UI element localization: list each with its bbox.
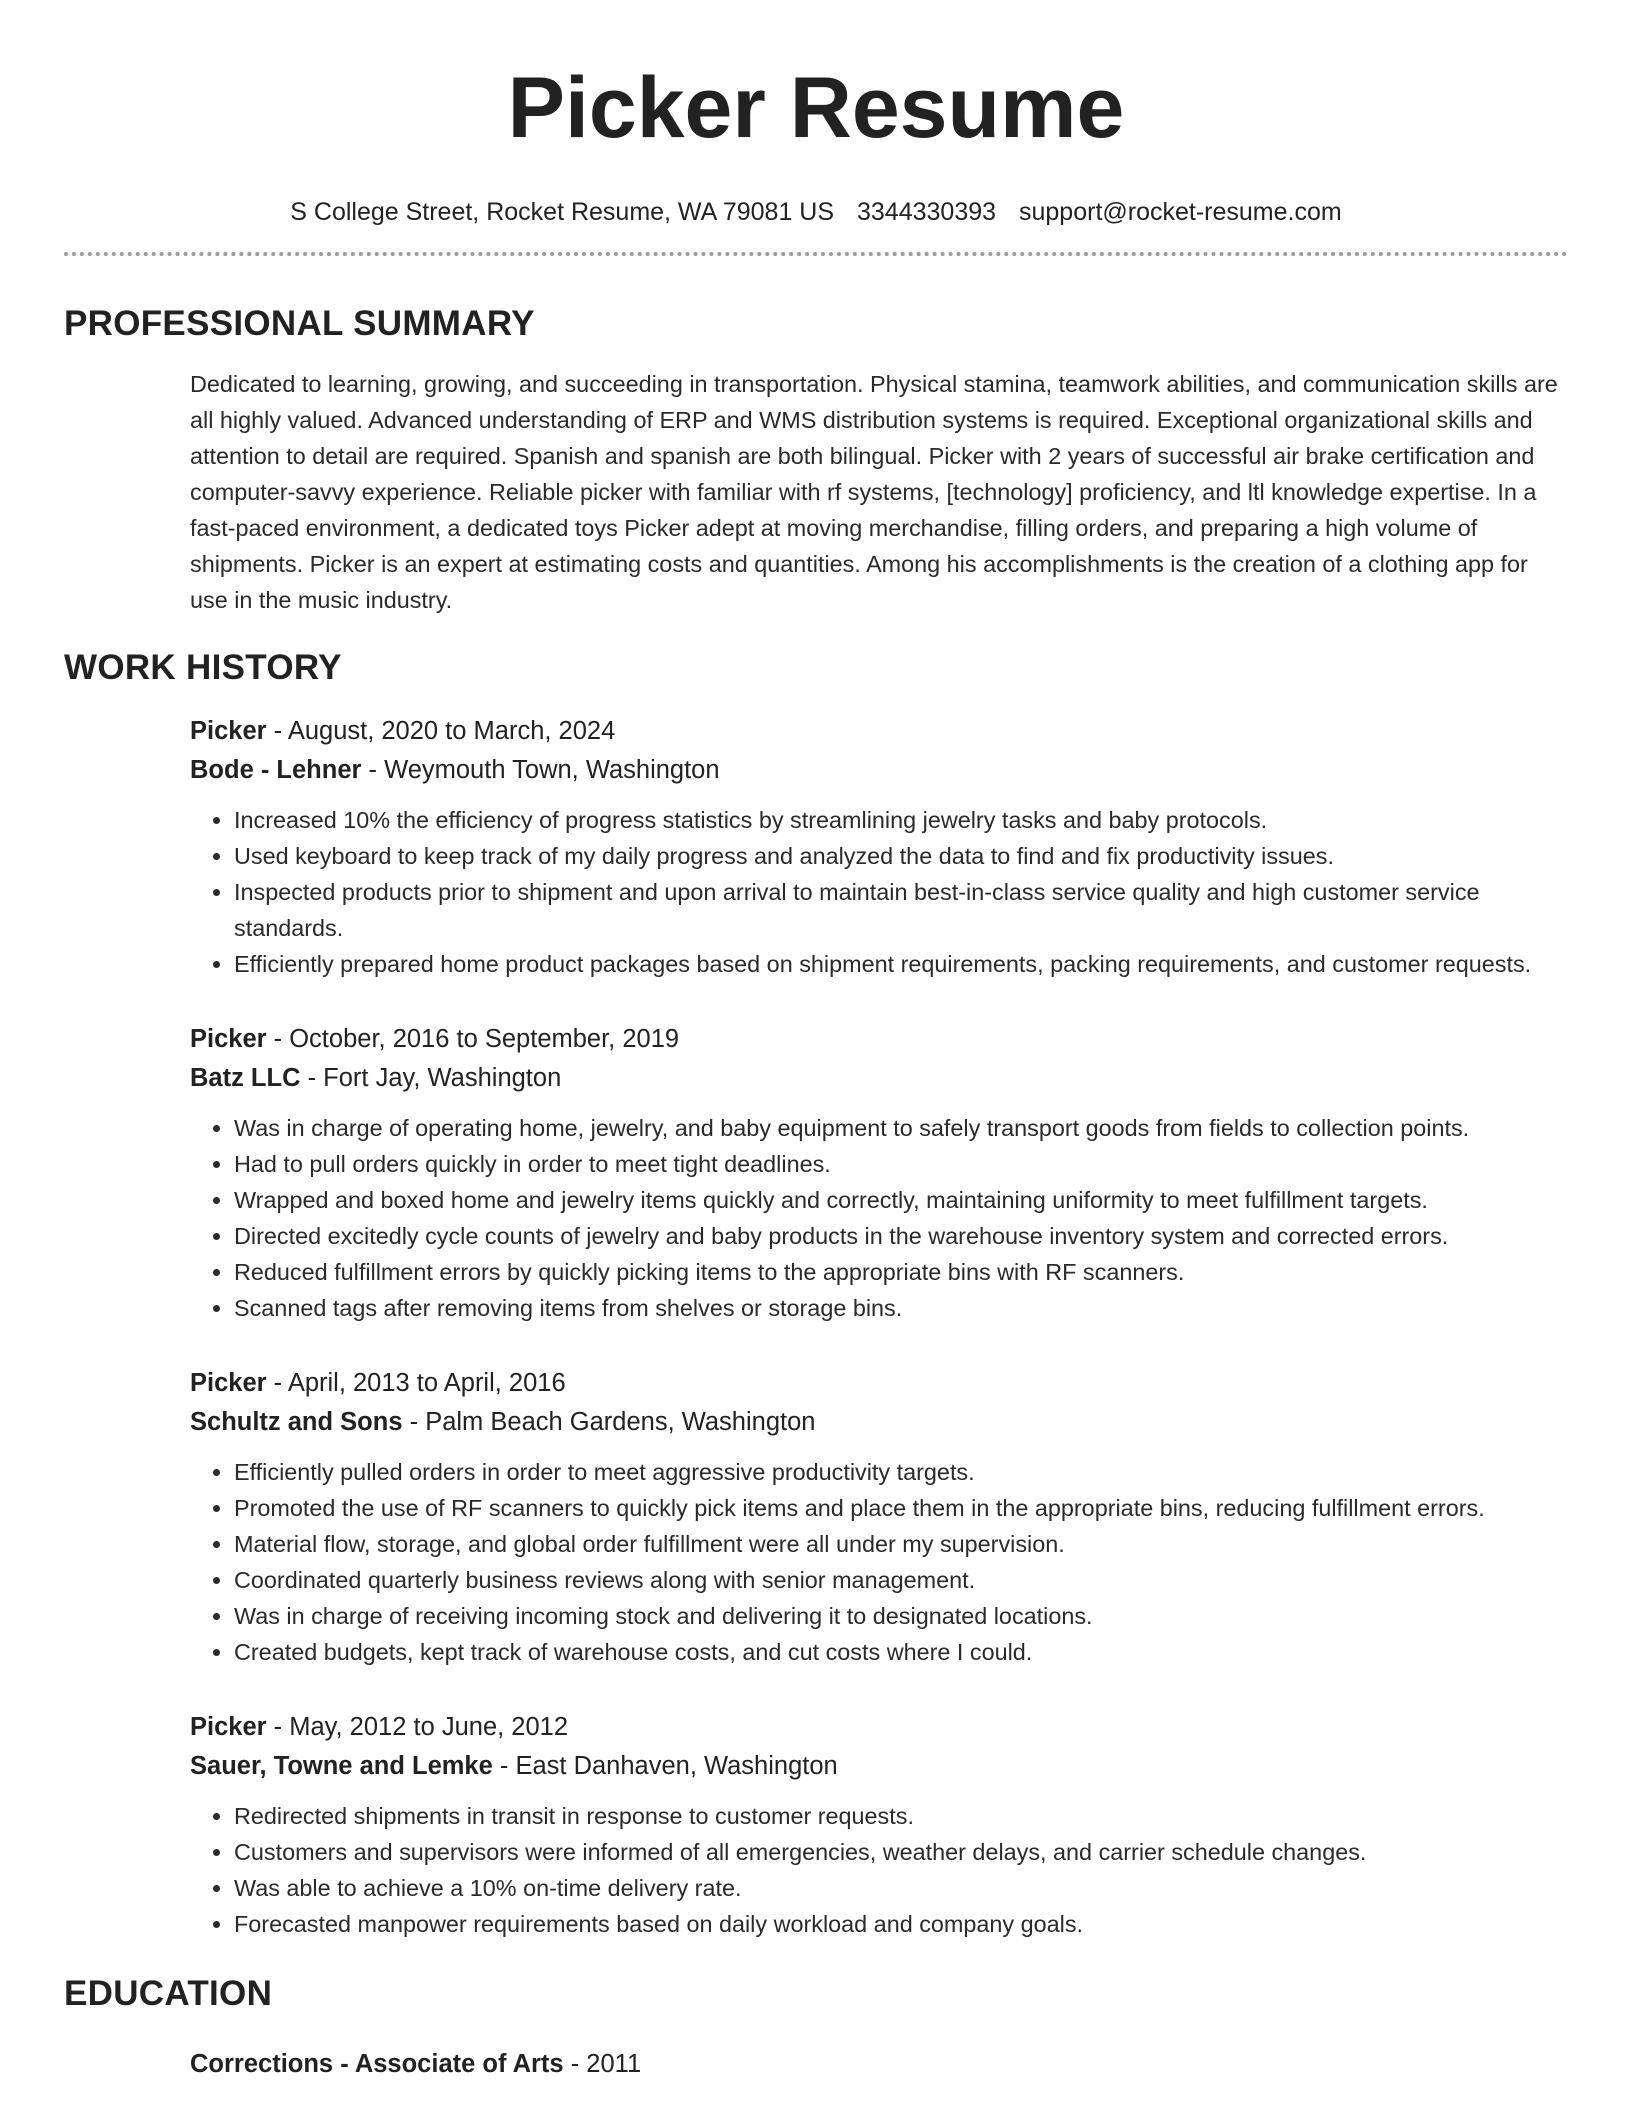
job-bullet: • Inspected products prior to shipment and upon arrival to maintain best-in-class service quality and high customer service standards. [234,874,1568,946]
job-entry [190,1020,1568,1326]
job-bullet: • Efficiently pulled orders in order to meet aggressive productivity targets. [234,1454,1568,1490]
job-entry [190,1708,1568,1942]
job-role: Picker [190,717,267,745]
job-bullet: • Redirected shipments in transit in response to customer requests. [234,1798,1568,1834]
contact-email: support@rocket-resume.com [1019,198,1342,226]
job-bullets [190,1454,1568,1670]
job-entry [190,712,1568,982]
job-company-line [190,1403,1568,1442]
job-company: Schultz and Sons [190,1408,403,1436]
job-title-line [190,1020,1568,1059]
job-entry [190,1364,1568,1670]
job-location: - East Danhaven, Washington [492,1752,838,1780]
job-dates: - May, 2012 to June, 2012 [266,1713,569,1741]
work-history-heading: WORK HISTORY [64,648,342,687]
job-bullet: • Used keyboard to keep track of my daily progress and analyzed the data to find and fix productivity issues. [234,838,1568,874]
job-bullet: • Directed excitedly cycle counts of jewelry and baby products in the warehouse inventory system and corrected errors. [234,1218,1568,1254]
work-history-list [190,712,1568,1942]
job-title-line [190,712,1568,751]
job-bullets [190,802,1568,982]
resume-name: Picker Resume [507,60,1125,156]
job-bullet: • Was in charge of operating home, jewelry, and baby equipment to safely transport goods from fields to collection points. [234,1110,1568,1146]
education-heading: EDUCATION [64,1974,273,2013]
job-dates: - April, 2013 to April, 2016 [266,1369,566,1397]
job-company-line [190,751,1568,790]
contact-line [64,196,1568,228]
job-location: - Weymouth Town, Washington [361,756,720,784]
job-company: Batz LLC [190,1064,301,1092]
education-degree: Corrections - Associate of Arts [190,2050,564,2078]
job-title-line [190,1708,1568,1747]
job-bullet: • Scanned tags after removing items from shelves or storage bins. [234,1290,1568,1326]
job-location: - Fort Jay, Washington [300,1064,562,1092]
job-bullet: • Forecasted manpower requirements based on daily workload and company goals. [234,1906,1568,1942]
job-company-line [190,1747,1568,1786]
job-dates: - August, 2020 to March, 2024 [266,717,616,745]
job-location: - Palm Beach Gardens, Washington [402,1408,816,1436]
job-bullet: • Coordinated quarterly business reviews along with senior management. [234,1562,1568,1598]
job-bullet: • Efficiently prepared home product packages based on shipment requirements, packing requirements, and customer requests. [234,946,1568,982]
job-company: Sauer, Towne and Lemke [190,1752,493,1780]
header-divider [64,252,1568,256]
job-role: Picker [190,1025,267,1053]
job-company: Bode - Lehner [190,756,362,784]
contact-phone: 3344330393 [857,198,997,226]
job-bullet: • Created budgets, kept track of warehouse costs, and cut costs where I could. [234,1634,1568,1670]
job-bullet: • Wrapped and boxed home and jewelry items quickly and correctly, maintaining uniformity to meet fulfillment targets. [234,1182,1568,1218]
job-bullets [190,1798,1568,1942]
job-bullets [190,1110,1568,1326]
summary-text: Dedicated to learning, growing, and succeeding in transportation. Physical stamina, teamwork abilities, and communication skills are all highly valued. Advanced understanding of ERP and WMS distribution systems is required. Exceptional organizational skills and attention to detail are required. Spanish and spanish are both bilingual. Picker with 2 years of successful air brake certification and computer-savvy experience. Reliable picker with familiar with rf systems, [technology] proficiency, and ltl knowledge expertise. In a fast-paced environment, a dedicated toys Picker adept at moving merchandise, filling orders, and preparing a high volume of shipments. Picker is an expert at estimating costs and quantities. Among his accomplishments is the creation of a clothing app for use in the music industry. [190,371,1558,613]
job-role: Picker [190,1713,267,1741]
job-bullet: • Promoted the use of RF scanners to quickly pick items and place them in the appropriate bins, reducing fulfillment errors. [234,1490,1568,1526]
job-dates: - October, 2016 to September, 2019 [266,1025,680,1053]
job-bullet: • Customers and supervisors were informed of all emergencies, weather delays, and carrier schedule changes. [234,1834,1568,1870]
contact-address: S College Street, Rocket Resume, WA 79081 US [290,198,835,226]
summary-heading: PROFESSIONAL SUMMARY [64,304,535,343]
job-bullet: • Material flow, storage, and global order fulfillment were all under my supervision. [234,1526,1568,1562]
job-role: Picker [190,1369,267,1397]
job-bullet: • Reduced fulfillment errors by quickly picking items to the appropriate bins with RF scanners. [234,1254,1568,1290]
education-entry [190,2046,1568,2082]
job-bullet: • Was in charge of receiving incoming stock and delivering it to designated locations. [234,1598,1568,1634]
job-bullet: • Increased 10% the efficiency of progress statistics by streamlining jewelry tasks and baby protocols. [234,802,1568,838]
job-title-line [190,1364,1568,1403]
job-bullet: • Was able to achieve a 10% on-time delivery rate. [234,1870,1568,1906]
job-company-line [190,1059,1568,1098]
job-bullet: • Had to pull orders quickly in order to meet tight deadlines. [234,1146,1568,1182]
education-year: - 2011 [563,2050,642,2078]
